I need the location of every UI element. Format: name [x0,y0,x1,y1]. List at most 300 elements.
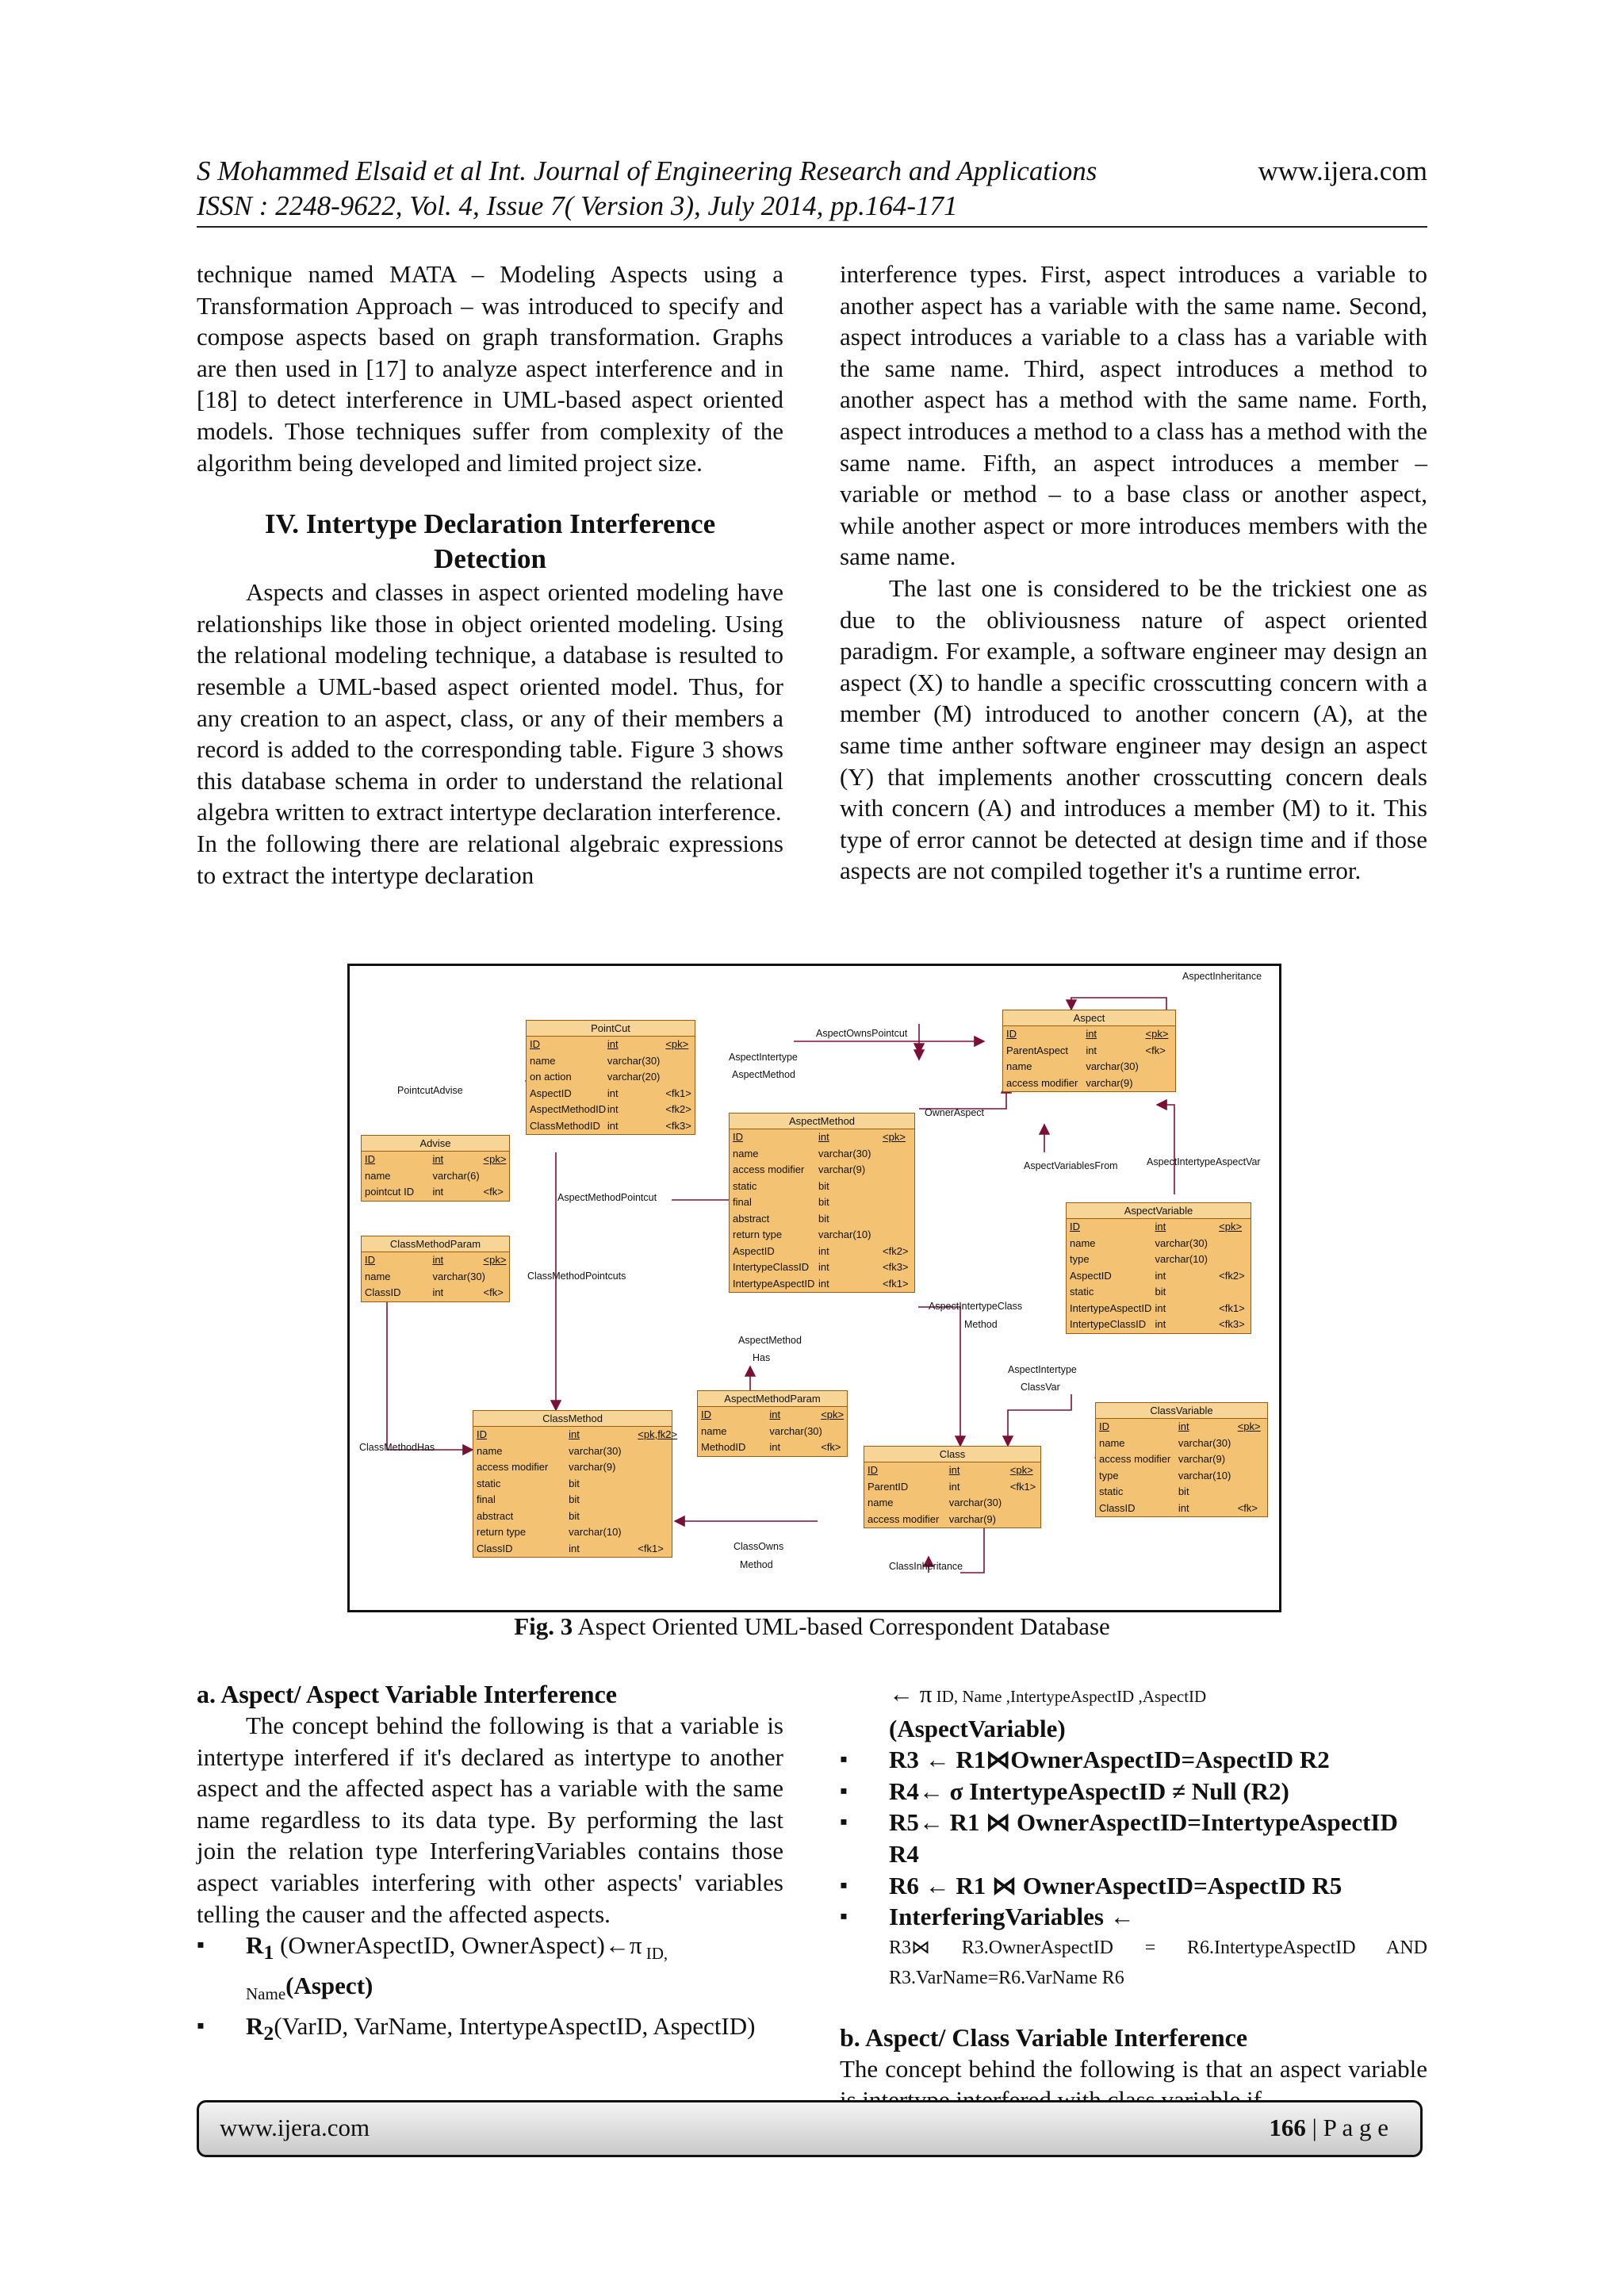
column-name: static [1070,1286,1094,1297]
rel-label: Has [753,1352,771,1363]
table-row [527,1118,695,1135]
list-item: ▪ R5← R1 ⋈ OwnerAspectID=IntertypeAspectID R4 [840,1807,1427,1869]
column-key [638,1476,668,1493]
table-title: ClassVariable [1096,1403,1267,1419]
r2-attributes: (VarID, VarName, IntertypeAspectID, AspectID) [274,2011,756,2040]
table-row [1067,1317,1251,1333]
column-name: name [365,1270,391,1282]
issn-line: ISSN : 2248-9622, Vol. 4, Issue 7( Version 3), July 2014, pp.164-171 [197,190,958,221]
column-name: return type [733,1228,783,1240]
column-name: access modifier [868,1512,940,1525]
table-row [1067,1219,1251,1236]
page-number [1269,2114,1388,2142]
list-item: ▪ R6 ← R1 ⋈ OwnerAspectID=AspectID R5 [840,1870,1427,1902]
column-name: MethodID [701,1441,746,1453]
r2-projection-attrs: ID, Name ,IntertypeAspectID ,AspectID [932,1687,1207,1706]
column-type: int [569,1542,580,1554]
running-header [197,154,1427,224]
table-title: ClassMethodParam [362,1236,509,1252]
column-type: int [1155,1318,1166,1330]
column-name: ClassMethodID [530,1119,600,1132]
column-type: bit [1178,1485,1189,1497]
column-name: name [733,1147,759,1159]
column-key: <fk> [483,1286,504,1298]
table-row [1096,1419,1267,1435]
column-key: <pk> [1009,1464,1033,1476]
rel-owner-aspect [919,1083,1006,1109]
column-type: varchar(30) [1178,1436,1231,1449]
table-row [730,1259,914,1276]
r1-arrow: ←π [604,1931,642,1960]
column-type: bit [569,1509,580,1522]
column-name: IntertypeAspectID [1070,1301,1152,1314]
column-type: bit [1155,1286,1166,1297]
table-row [730,1162,914,1179]
column-type: varchar(10) [1155,1253,1208,1265]
rel-label: AspectIntertypeClass [929,1301,1023,1312]
column-type: varchar(30) [569,1444,622,1457]
rel-label: ClassInheritance [889,1561,963,1572]
rel-class-inheritance-a [960,1521,984,1573]
table-title: ClassMethod [473,1411,672,1427]
column-key [638,1508,668,1525]
footer-url-link[interactable]: www.ijera.com [220,2114,370,2141]
column-name: ID [1099,1420,1109,1432]
r2-relation: (AspectVariable) [889,1714,1066,1742]
rel-label: AspectIntertype [729,1052,798,1063]
column-name: ID [1006,1028,1017,1040]
column-name: name [365,1169,391,1182]
column-key: <fk2> [1219,1269,1245,1282]
table-row [730,1179,914,1195]
column-name: ID [477,1428,487,1440]
table-row [1067,1236,1251,1252]
table-row [362,1168,509,1185]
column-name: ID [530,1038,540,1050]
column-name: final [733,1196,752,1208]
column-key: <pk> [1219,1221,1243,1232]
column-name: IntertypeClassID [1070,1318,1147,1330]
column-name: return type [477,1526,527,1538]
column-type: varchar(6) [432,1169,480,1182]
table-row [362,1269,509,1286]
column-type: int [818,1244,829,1257]
column-name: abstract [733,1212,770,1225]
table-title: Aspect [1003,1010,1175,1026]
column-key: <fk1> [883,1277,909,1290]
table-row [1003,1075,1175,1092]
column-name: name [1006,1060,1032,1072]
subsection-heading: a. Aspect/ Aspect Variable Interference [197,1680,617,1708]
body-paragraph: The concept behind the following is that an aspect variable [840,2054,1427,2083]
column-key: <pk> [665,1038,689,1050]
table-row [473,1459,672,1476]
column-type: bit [569,1493,580,1505]
table-row [1096,1501,1267,1517]
table-row [1003,1026,1175,1043]
body-paragraph: The last one is considered to be the trickiest one as due to the obliviousness nature of aspect oriented paradigm. For example, a software engineer may design an aspect (X) to handle a specific crosscutting concern with a member (M) introduced to another concern (A), at the same time anther software engineer may design an aspect (Y) that implements another crosscutting concern deals with concern (A) and introduces a member (M) to it. This type of error cannot be detected at design time and if those aspects are not compiled together it's a runtime error. [840,573,1427,885]
column-key: <fk> [821,1441,841,1453]
column-key [883,1227,911,1244]
column-type: int [1086,1028,1097,1040]
r1-relation: (Aspect) [285,1971,373,1999]
left-column-top [197,259,783,891]
table-row [362,1285,509,1301]
table-class [864,1446,1041,1528]
page-label: | P a g e [1305,2114,1388,2141]
column-type: int [1155,1221,1166,1232]
rel-label: OwnerAspect [925,1107,985,1118]
table-title: PointCut [527,1021,695,1037]
column-type: int [432,1254,444,1266]
column-key [1146,1059,1172,1075]
column-key: <pk> [1145,1028,1169,1040]
column-name: ID [733,1131,743,1143]
column-type: int [1155,1269,1166,1282]
column-key [484,1269,506,1286]
column-name: type [1099,1469,1119,1481]
column-type: int [1086,1044,1097,1056]
table-row [864,1479,1040,1496]
column-type: int [432,1286,444,1298]
rel-label: ClassOwns [733,1541,784,1552]
figure-caption-label: Fig. 3 [514,1612,573,1640]
column-key [1219,1284,1247,1301]
column-name: static [733,1179,757,1192]
table-row [1096,1484,1267,1501]
column-type: int [1178,1420,1189,1432]
column-type: varchar(9) [569,1461,616,1473]
table-advise [361,1135,510,1202]
column-key [1219,1251,1247,1268]
r2-subscript: 2 [263,2021,274,2045]
table-row [473,1541,672,1558]
column-name: AspectID [530,1087,572,1099]
subsection-heading: b. Aspect/ Class Variable Interference [840,2022,1248,2052]
column-key [883,1179,911,1195]
table-row [698,1407,847,1424]
table-row [1067,1301,1251,1317]
column-key: <fk1> [638,1542,664,1554]
column-key: <pk> [1237,1420,1261,1432]
column-name: name [477,1444,503,1457]
body-paragraph: Aspects and classes in aspect oriented modeling have relationships like those in object oriented modeling. Using the relational modeling technique, a database is resulted to resemble a UML-based aspect oriented model. Thus, for any creation to an aspect, class, or any of their members a record is added to the corresponding table. Figure 3 shows this database schema in order to understand the relational algebra written to extract intertype declaration interference. [197,578,783,826]
table-row [730,1244,914,1260]
table-row [730,1227,914,1244]
column-name: ID [868,1464,878,1476]
column-key [1238,1451,1264,1468]
column-key [1146,1075,1172,1092]
table-aspect-method [729,1113,915,1293]
table-row [1067,1284,1251,1301]
table-row [730,1276,914,1293]
table-row [1067,1251,1251,1268]
column-key [883,1194,911,1211]
table-row [527,1053,695,1070]
table-row [1003,1043,1175,1060]
column-type: varchar(20) [607,1071,661,1083]
column-name: ID [365,1254,375,1266]
table-title: AspectVariable [1067,1203,1251,1219]
table-row [362,1152,509,1168]
table-row [1096,1468,1267,1485]
body-paragraph: In the following there are relational algebraic expressions to extract the intertype declaration [197,829,783,889]
rel-label: AspectMethod [732,1069,795,1080]
left-column-bottom [197,1678,783,2049]
page-number-value: 166 [1269,2114,1306,2141]
column-type: int [607,1103,619,1115]
rel-label: Method [740,1559,773,1570]
table-class-method-param [361,1236,510,1302]
column-type: varchar(9) [818,1163,866,1175]
rel-label: AspectMethodPointcut [557,1192,657,1203]
r2-arrow-projection: ← π [889,1680,933,1708]
column-name: ClassID [1099,1501,1136,1514]
table-pointcut [526,1020,695,1135]
list-item: ▪ R4← σ IntertypeAspectID ≠ Null (R2) [840,1776,1427,1807]
column-type: int [769,1409,781,1420]
column-type: int [818,1261,829,1273]
column-key: <fk> [1145,1044,1166,1056]
column-name: name [1070,1236,1096,1249]
column-name: access modifier [1099,1453,1171,1465]
interfering-variables-expression: R3⋈ R3.OwnerAspectID = R6.IntertypeAspectID AND R3.VarName=R6.VarName R6 [889,1937,1427,1988]
table-row [527,1037,695,1053]
table-row [473,1508,672,1525]
column-key: <fk3> [883,1261,909,1273]
column-type: varchar(30) [607,1054,661,1067]
column-type: varchar(30) [432,1270,485,1282]
column-key [638,1459,668,1476]
column-key: <fk1> [665,1087,691,1099]
column-key: <fk1> [1219,1301,1245,1314]
column-key: <fk> [483,1186,504,1198]
column-type: int [769,1441,781,1453]
column-key [1238,1468,1264,1485]
column-key [883,1146,911,1163]
column-type: int [569,1428,580,1440]
table-row [362,1252,509,1269]
column-key [1010,1495,1037,1512]
column-name: name [1099,1436,1125,1449]
column-key: <fk3> [1219,1318,1245,1330]
column-name: access modifier [733,1163,805,1175]
column-name: AspectID [1070,1269,1112,1282]
relation-list [197,1930,783,2049]
column-key: <fk1> [1009,1480,1036,1493]
column-key [821,1424,844,1440]
column-name: pointcut ID [365,1186,415,1198]
column-type: int [1155,1301,1166,1314]
column-type: varchar(30) [1086,1060,1139,1072]
r2-continuation [840,1678,1427,1744]
table-row [698,1424,847,1440]
table-title: AspectMethod [730,1114,914,1129]
column-name: ClassID [477,1542,513,1554]
r1-attributes: (OwnerAspectID, OwnerAspect) [274,1931,605,1960]
column-key: <fk> [1237,1501,1258,1514]
column-name: static [477,1477,501,1489]
column-type: int [1178,1501,1189,1514]
column-type: varchar(9) [1178,1453,1226,1465]
column-type: varchar(10) [569,1526,622,1538]
table-title: AspectMethodParam [698,1391,847,1407]
right-column-bottom [840,1678,1427,2116]
column-key: <fk3> [665,1119,691,1132]
table-row [473,1492,672,1508]
table-row [473,1427,678,1443]
table-row [473,1476,672,1493]
column-type: bit [569,1477,580,1489]
table-row [730,1129,914,1146]
column-key [638,1524,668,1541]
column-name: ParentAspect [1006,1044,1069,1056]
table-row [730,1146,914,1163]
column-name: abstract [477,1509,514,1522]
journal-citation: S Mohammed Elsaid et al Int. Journal of Engineering Research and Applications [197,155,1097,186]
r1-symbol: R [246,1931,264,1960]
list-item [197,1930,783,2010]
column-type: int [818,1131,829,1143]
column-name: AspectID [733,1244,775,1257]
rel-aspect-intertype-class-method [918,1307,960,1446]
rel-label: PointcutAdvise [397,1085,463,1096]
rel-aspect-intertype-aspect-var [1157,1105,1174,1194]
body-paragraph: interference types. First, aspect introduces a variable to another aspect has a variable with the same name. Second, aspect introduces a variable to a class has a variable with the same name. Third, aspect introduces a method to another aspect has a method with the same name. Forth, aspect introduces a method to a class has a method with the same name. Fifth, an aspect introduces a member – variable or method – to a base class or another aspect, while another aspect or more introduces members with the same name. [840,260,1427,571]
column-key [1238,1435,1264,1452]
table-row [1096,1435,1267,1452]
column-name: ID [701,1409,711,1420]
table-row [527,1069,695,1086]
table-row [730,1194,914,1211]
column-type: bit [818,1212,829,1225]
body-paragraph: The concept behind the following is that a variable is intertype interfered if it's declared as intertype to another aspect and the affected aspect has a variable with the same name regardless to its data type. By performing the last join the relation type InterferingVariables contains those aspect variables interfering with other aspects' variables telling the causer and the affected aspects. [197,1711,783,1928]
column-key [883,1162,911,1179]
column-name: ParentID [868,1480,909,1493]
table-aspect-variable [1066,1202,1251,1334]
figure-caption-text: Aspect Oriented UML-based Correspondent Database [577,1612,1110,1640]
rel-label: AspectOwnsPointcut [816,1028,908,1039]
column-key [665,1069,691,1086]
table-class-variable [1095,1402,1268,1517]
table-aspect-method-param [697,1390,848,1457]
rel-label: AspectInheritance [1182,971,1262,982]
column-name: name [868,1497,894,1508]
r2-symbol: R [246,2011,264,2040]
list-item: ▪ InterferingVariables ← [840,1901,1427,1933]
column-key [484,1168,506,1185]
rel-label: AspectMethod [738,1335,802,1346]
column-name: IntertypeAspectID [733,1277,815,1290]
table-row [473,1524,672,1541]
column-type: varchar(10) [818,1228,871,1240]
column-name: AspectMethodID [530,1103,607,1115]
column-key [1010,1512,1037,1528]
table-row [1003,1059,1175,1075]
table-row [864,1462,1040,1479]
r1-subscript: 1 [263,1941,274,1964]
table-row [864,1512,1040,1528]
header-url-link[interactable]: www.ijera.com [1258,155,1427,186]
rel-label: ClassMethodHas [359,1442,435,1453]
column-type: int [607,1119,619,1132]
section-heading [197,507,783,577]
column-key [638,1492,668,1508]
table-row [698,1439,847,1456]
column-key [1238,1484,1264,1501]
column-type: varchar(30) [948,1497,1002,1508]
table-aspect [1002,1010,1176,1092]
column-key [1219,1236,1247,1252]
rel-label: ClassVar [1021,1382,1060,1393]
column-key: <pk> [883,1131,906,1143]
column-name: static [1099,1485,1124,1497]
table-row [1096,1451,1267,1468]
table-row [1067,1268,1251,1285]
column-name: ClassID [365,1286,401,1298]
table-row [362,1184,509,1201]
column-name: final [477,1493,496,1505]
column-name: name [701,1424,727,1437]
column-name: name [530,1054,556,1067]
list-item: ▪ R3 ← R1⋈OwnerAspectID=AspectID R2 [840,1744,1427,1776]
page-footer [197,2100,1423,2157]
column-type: varchar(30) [818,1147,871,1159]
rel-label: Method [964,1319,998,1330]
column-name: on action [530,1071,572,1083]
column-type: int [432,1153,444,1165]
table-title: Advise [362,1136,509,1152]
rel-aspect-intertype-class-var [1008,1394,1071,1446]
column-name: IntertypeClassID [733,1261,810,1273]
column-name: access modifier [477,1461,549,1473]
column-type: bit [818,1179,829,1192]
table-row [864,1495,1040,1512]
column-type: varchar(9) [1086,1076,1133,1089]
section-heading-line-2: Detection [434,543,546,575]
column-name: type [1070,1253,1090,1265]
column-type: varchar(9) [948,1512,996,1525]
figure-caption [197,1612,1427,1641]
column-type: bit [818,1196,829,1208]
column-key [638,1443,668,1460]
section-heading-line-1: IV. Intertype Declaration Interference [264,508,716,540]
rel-label: ClassMethodPointcuts [527,1271,626,1282]
column-type: int [607,1038,619,1050]
column-type: varchar(30) [769,1424,822,1437]
column-name: access modifier [1006,1076,1078,1089]
rel-label: AspectVariablesFrom [1024,1160,1118,1171]
column-key: <pk> [821,1409,845,1420]
table-row [473,1443,672,1460]
column-type: varchar(30) [1155,1236,1208,1249]
column-type: varchar(10) [1178,1469,1231,1481]
header-rule [197,226,1427,228]
list-item [197,2010,783,2049]
column-name: ID [365,1153,375,1165]
table-row [527,1086,695,1102]
column-key: <pk> [483,1254,507,1266]
column-key [665,1053,691,1070]
column-key: <pk> [483,1153,507,1165]
r1-projection: ID, Name [246,1944,668,2004]
er-diagram-figure [347,964,1281,1612]
column-type: int [818,1277,829,1290]
column-name: ID [1070,1221,1080,1232]
right-column-top [840,259,1427,887]
column-type: int [607,1087,619,1099]
column-key: <fk2> [883,1244,909,1257]
